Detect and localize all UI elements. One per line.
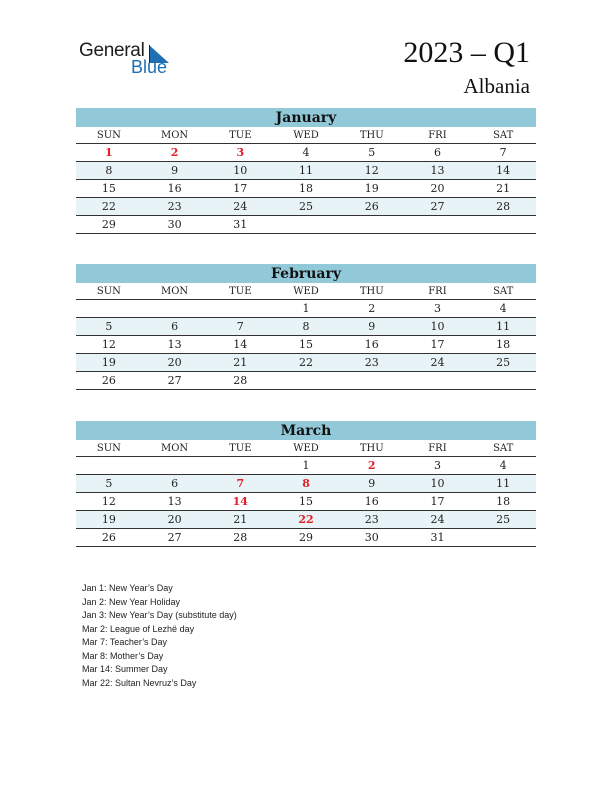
day-cell: 5: [368, 146, 376, 159]
month-name: January: [76, 108, 536, 127]
weekday-label: SAT: [493, 443, 514, 454]
day-cell: 1: [302, 302, 310, 315]
day-cell: 27: [167, 531, 182, 544]
week-row: [76, 511, 536, 529]
day-cell: 13: [430, 164, 445, 177]
day-cell: 12: [101, 338, 116, 351]
day-cell: 13: [167, 495, 182, 508]
day-cell: 28: [233, 531, 248, 544]
day-cell: 18: [496, 495, 511, 508]
day-cell: 21: [496, 182, 511, 195]
day-cell: 30: [167, 218, 182, 231]
weekday-label: TUE: [229, 286, 252, 297]
day-cell: 7: [499, 146, 507, 159]
day-cell: 25: [299, 200, 314, 213]
day-cell: 15: [299, 338, 314, 351]
day-cell: 20: [430, 182, 445, 195]
day-cell: 14: [233, 338, 248, 351]
day-cell: 25: [496, 513, 511, 526]
day-cell: 29: [299, 531, 314, 544]
day-cell: 16: [364, 495, 379, 508]
day-cell: [339, 216, 405, 233]
weekday-label: FRI: [428, 443, 447, 454]
day-cell: 19: [101, 356, 116, 369]
day-cell: [470, 372, 536, 389]
day-cell: 20: [167, 356, 182, 369]
weekday-label: SAT: [493, 286, 514, 297]
week-row: [76, 493, 536, 511]
weekday-label: MON: [160, 286, 189, 297]
brand-logo: [79, 40, 189, 80]
weekday-label: SUN: [96, 443, 121, 454]
day-cell: 26: [101, 531, 116, 544]
day-cell: 16: [364, 338, 379, 351]
day-cell: 22: [299, 356, 314, 369]
day-cell: 17: [233, 182, 248, 195]
day-cell: [470, 529, 536, 546]
day-cell: 3: [433, 302, 441, 315]
weekday-label: TUE: [229, 443, 252, 454]
day-cell: [76, 300, 142, 317]
day-cell: 30: [364, 531, 379, 544]
holiday-notes: [82, 582, 237, 690]
day-cell: 8: [105, 164, 113, 177]
day-cell: 26: [364, 200, 379, 213]
day-cell: 4: [499, 302, 507, 315]
day-cell: [470, 216, 536, 233]
day-cell: 14: [232, 495, 248, 508]
weekday-header-row: [76, 127, 536, 144]
day-cell: 16: [167, 182, 182, 195]
day-cell: 10: [430, 477, 445, 490]
weekday-label: THU: [359, 286, 384, 297]
day-cell: 26: [101, 374, 116, 387]
weekday-label: SUN: [96, 286, 121, 297]
day-cell: 11: [299, 164, 314, 177]
week-row: [76, 354, 536, 372]
country-name: Albania: [463, 74, 530, 98]
weekday-label: SUN: [96, 130, 121, 141]
day-cell: 31: [233, 218, 248, 231]
day-cell: 14: [496, 164, 511, 177]
weekday-label: FRI: [428, 130, 447, 141]
day-cell: 18: [299, 182, 314, 195]
week-row: [76, 475, 536, 493]
week-row: [76, 318, 536, 336]
weekday-header-row: [76, 283, 536, 300]
day-cell: [76, 457, 142, 474]
day-cell: 31: [430, 531, 445, 544]
weekday-label: FRI: [428, 286, 447, 297]
day-cell: 27: [430, 200, 445, 213]
week-row: [76, 300, 536, 318]
week-row: [76, 162, 536, 180]
day-cell: 20: [167, 513, 182, 526]
day-cell: 10: [233, 164, 248, 177]
week-row: [76, 216, 536, 234]
weekday-label: THU: [359, 130, 384, 141]
day-cell: 15: [101, 182, 116, 195]
day-cell: [273, 372, 339, 389]
month-name: March: [76, 421, 536, 440]
weekday-label: MON: [160, 130, 189, 141]
day-cell: 29: [101, 218, 116, 231]
week-row: [76, 180, 536, 198]
weekday-label: THU: [359, 443, 384, 454]
day-cell: 12: [101, 495, 116, 508]
day-cell: 9: [171, 164, 179, 177]
day-cell: 13: [167, 338, 182, 351]
day-cell: [405, 216, 471, 233]
month-calendar-2: [76, 421, 536, 547]
weekday-label: MON: [160, 443, 189, 454]
day-cell: 19: [364, 182, 379, 195]
day-cell: [207, 457, 273, 474]
day-cell: 7: [236, 477, 245, 490]
holiday-note: Mar 14: Summer Day: [82, 664, 168, 674]
day-cell: [142, 457, 208, 474]
day-cell: 12: [364, 164, 379, 177]
weekday-label: WED: [293, 286, 319, 297]
weekday-label: SAT: [493, 130, 514, 141]
day-cell: 7: [236, 320, 244, 333]
day-cell: 28: [233, 374, 248, 387]
day-cell: 9: [368, 320, 376, 333]
logo-word-general: General: [79, 40, 145, 61]
day-cell: 17: [430, 495, 445, 508]
month-calendar-0: [76, 108, 536, 234]
day-cell: [207, 300, 273, 317]
day-cell: 2: [368, 302, 376, 315]
day-cell: 5: [105, 477, 113, 490]
day-cell: 21: [233, 356, 248, 369]
day-cell: 23: [364, 513, 379, 526]
holiday-note: Jan 3: New Year’s Day (substitute day): [82, 610, 237, 620]
holiday-note: Jan 2: New Year Holiday: [82, 596, 181, 607]
day-cell: 18: [496, 338, 511, 351]
month-name: February: [76, 264, 536, 283]
weekday-label: WED: [293, 443, 319, 454]
day-cell: [339, 372, 405, 389]
week-row: [76, 144, 536, 162]
day-cell: 8: [302, 320, 310, 333]
week-row: [76, 529, 536, 547]
day-cell: 24: [430, 356, 445, 369]
day-cell: 10: [430, 320, 445, 333]
day-cell: 24: [430, 513, 445, 526]
day-cell: 19: [101, 513, 116, 526]
day-cell: 22: [101, 200, 116, 213]
day-cell: 22: [298, 513, 314, 526]
holiday-note: Mar 22: Sultan Nevruz’s Day: [82, 677, 197, 688]
week-row: [76, 372, 536, 390]
day-cell: 2: [367, 459, 376, 472]
day-cell: 21: [233, 513, 248, 526]
day-cell: [142, 300, 208, 317]
day-cell: 1: [105, 146, 113, 159]
day-cell: 6: [171, 477, 179, 490]
day-cell: 17: [430, 338, 445, 351]
day-cell: 15: [299, 495, 314, 508]
weekday-header-row: [76, 440, 536, 457]
day-cell: [273, 216, 339, 233]
logo-word-blue: Blue: [131, 57, 168, 77]
day-cell: 11: [496, 477, 511, 490]
week-row: [76, 198, 536, 216]
day-cell: 4: [302, 146, 310, 159]
day-cell: 1: [302, 459, 310, 472]
day-cell: 6: [433, 146, 441, 159]
day-cell: 23: [167, 200, 182, 213]
weekday-label: TUE: [229, 130, 252, 141]
weekday-label: WED: [293, 130, 319, 141]
holiday-note: Jan 1: New Year’s Day: [82, 583, 173, 593]
day-cell: 4: [499, 459, 507, 472]
holiday-note: Mar 2: League of Lezhë day: [82, 623, 195, 634]
day-cell: 25: [496, 356, 511, 369]
day-cell: 5: [105, 320, 113, 333]
day-cell: 28: [496, 200, 511, 213]
day-cell: [405, 372, 471, 389]
holiday-note: Mar 8: Mother’s Day: [82, 650, 164, 661]
day-cell: 8: [302, 477, 310, 490]
day-cell: 6: [171, 320, 179, 333]
month-calendar-1: [76, 264, 536, 390]
page-title: 2023 – Q1: [403, 36, 530, 69]
week-row: [76, 457, 536, 475]
day-cell: 27: [167, 374, 182, 387]
day-cell: 3: [433, 459, 441, 472]
day-cell: 2: [170, 146, 179, 159]
day-cell: 9: [368, 477, 376, 490]
holiday-note: Mar 7: Teacher’s Day: [82, 637, 168, 647]
day-cell: 11: [496, 320, 511, 333]
week-row: [76, 336, 536, 354]
day-cell: 24: [233, 200, 248, 213]
day-cell: 23: [364, 356, 379, 369]
day-cell: 3: [236, 146, 245, 159]
